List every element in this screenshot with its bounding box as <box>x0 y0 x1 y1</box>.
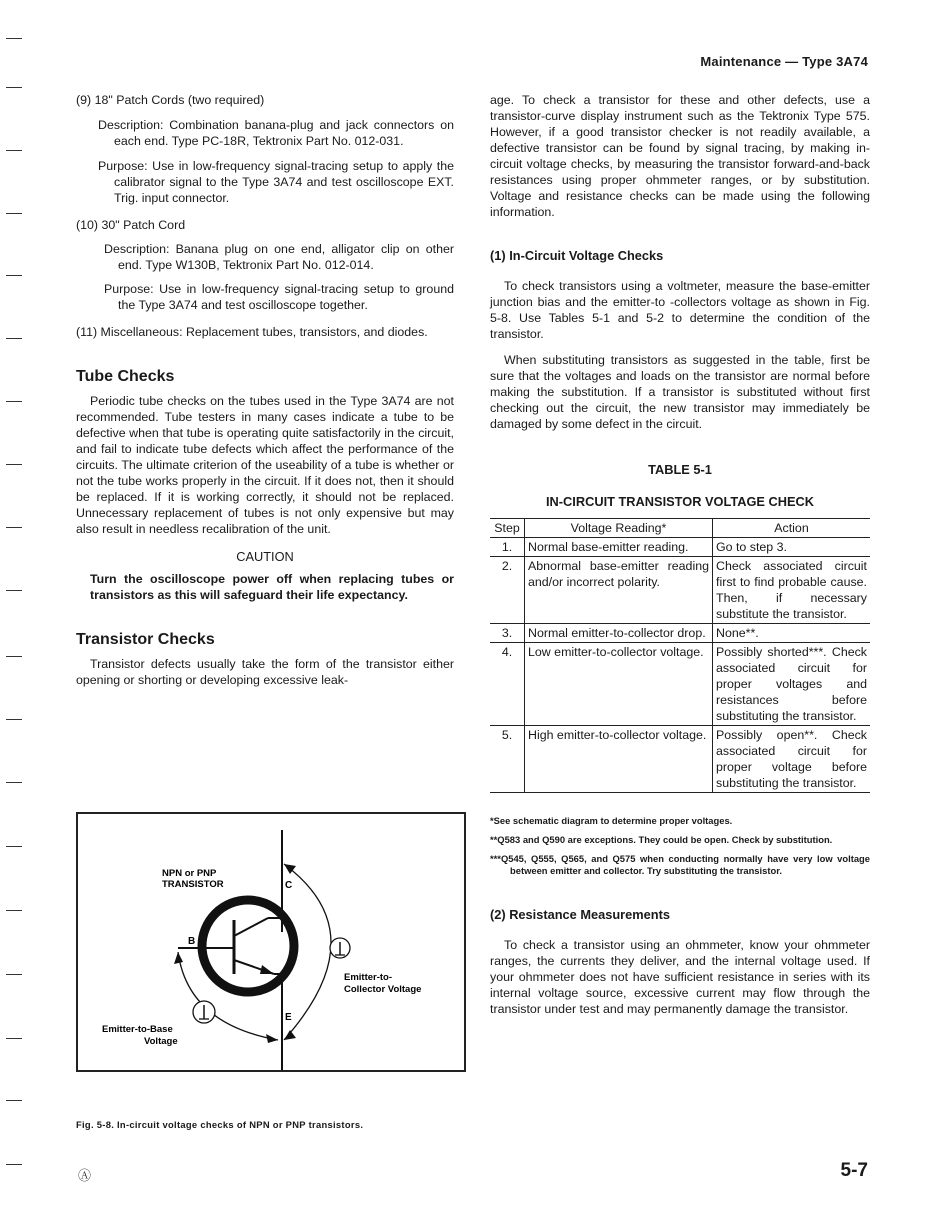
table-footnotes <box>490 815 870 877</box>
item-10 <box>76 217 454 313</box>
binder-mark <box>6 719 22 720</box>
row-action: None**. <box>713 624 871 643</box>
right-paragraph-3: When substituting transistors as suggested in the table, first be sure that the voltages and loads on the transistor are normal before making the substitution. If a transistor is substituted without first checking out the circuit, the new transistor may immediately be damaged by some defect in the circuit. <box>490 353 870 431</box>
header-action: Action <box>713 519 871 538</box>
table-row <box>490 557 870 624</box>
binder-mark <box>6 910 22 911</box>
binder-mark <box>6 1164 22 1165</box>
row-voltage: Low emitter-to-collector voltage. <box>525 643 713 726</box>
right-column <box>490 92 870 1017</box>
table-header-row <box>490 519 870 538</box>
binder-mark <box>6 782 22 783</box>
item-10-description: Description: Banana plug on one end, alligator clip on other end. Type W130B, Tektronix Part No. 012-014. <box>104 242 454 272</box>
row-action: Possibly open**. Check associated circuit for proper voltage before substituting the transistor. <box>713 726 871 793</box>
binder-mark <box>6 87 22 88</box>
binder-mark <box>6 974 22 975</box>
emitter-arrow <box>260 965 274 974</box>
row-voltage: Normal emitter-to-collector drop. <box>525 624 713 643</box>
binder-mark <box>6 1038 22 1039</box>
row-action: Check associated circuit first to find probable cause. Then, if necessary substitute the transistor. <box>713 557 871 624</box>
table-title: TABLE 5-1 <box>648 462 712 477</box>
table-row <box>490 538 870 557</box>
row-action: Possibly shorted***. Check associated circuit for proper voltages and resistances before substituting the transistor. <box>713 643 871 726</box>
item-9-title: (9) 18" Patch Cords (two required) <box>76 93 265 107</box>
tube-checks-heading: Tube Checks <box>76 368 175 385</box>
table-row <box>490 624 870 643</box>
eb-voltage-arc <box>178 952 278 1040</box>
footnote-3: ***Q545, Q555, Q565, and Q575 when conducting normally have very low voltage between emitter and collector. Try substituting the transistor. <box>490 853 870 876</box>
item-9-description: Description: Combination banana-plug and jack connectors on each end. Type PC-18R, Tektronix Part No. 012-031. <box>98 118 454 148</box>
binder-mark <box>6 527 22 528</box>
binder-mark <box>6 846 22 847</box>
item-9 <box>76 92 454 206</box>
binder-mark <box>6 150 22 151</box>
transistor-symbol <box>202 900 294 992</box>
page-number: 5-7 <box>840 1160 868 1181</box>
row-voltage: Normal base-emitter reading. <box>525 538 713 557</box>
footnote-2: **Q583 and Q590 are exceptions. They could be open. Check by substitution. <box>490 834 833 845</box>
binder-mark <box>6 275 22 276</box>
collector-junction <box>234 918 268 936</box>
resistance-heading: (2) Resistance Measurements <box>490 907 670 922</box>
header-voltage: Voltage Reading* <box>525 519 713 538</box>
item-10-purpose: Purpose: Use in low-frequency signal-tracing setup to ground the Type 3A74 and test oscilloscope together. <box>104 282 454 312</box>
row-step: 1. <box>490 538 525 557</box>
binder-mark <box>6 656 22 657</box>
c-terminal-label: C <box>285 880 293 891</box>
item-9-purpose: Purpose: Use in low-frequency signal-tracing setup to apply the calibrator signal to the Type 3A74 and test oscilloscope EXT. Trig. input connector. <box>98 159 454 205</box>
row-step: 5. <box>490 726 525 793</box>
right-paragraph-2: To check transistors using a voltmeter, measure the base-emitter junction bias and the emitter-to -collectors voltage as shown in Fig. 5-8. Use Tables 5-1 and 5-2 to determine the condition of the transistor. <box>490 279 870 341</box>
row-step: 3. <box>490 624 525 643</box>
transistor-checks-paragraph: Transistor defects usually take the form of the transistor either opening or shorting or developing excessive leak- <box>76 657 454 687</box>
eb-voltage-label-line1: Emitter-to-Base <box>102 1024 173 1035</box>
binder-mark <box>6 1100 22 1101</box>
tektronix-logo-icon: Ⓐ <box>78 1168 92 1183</box>
transistor-checks-heading: Transistor Checks <box>76 631 215 648</box>
right-paragraph-4: To check a transistor using an ohmmeter, know your ohmmeter ranges, the currents they deliver, and the internal voltage used. If your ohmmeter does not have sufficient resistance in series with its internal voltage source, excessive current may flow through the transistor under test and may permanently damage the transistor. <box>490 938 870 1016</box>
voltage-check-table <box>490 518 870 793</box>
b-terminal-label: B <box>188 936 196 947</box>
ec-arrow-bottom <box>284 1030 296 1040</box>
right-paragraph-1: age. To check a transistor for these and other defects, use a transistor-curve display instrument such as the Tektronix Type 575. However, if a good transistor checker is not readily available, a defective transistor can be found by signal tracing, by making in-circuit voltage checks, by measuring the transistor forward-and-back resistances using proper ohmmeter ranges, or by substitution. Voltage and resistance checks can be made using the following information. <box>490 93 870 219</box>
item-10-title: (10) 30" Patch Cord <box>76 218 186 232</box>
table-row <box>490 643 870 726</box>
caution-title: CAUTION <box>236 549 294 564</box>
caution-text: Turn the oscilloscope power off when replacing tubes or transistors as this will safeguard their life expectancy. <box>90 572 454 602</box>
ec-voltage-label-line1: Emitter-to- <box>344 972 393 983</box>
binder-mark <box>6 38 22 39</box>
e-terminal-label: E <box>285 1012 292 1023</box>
running-header: Maintenance — Type 3A74 <box>700 54 868 69</box>
eb-arrow-bottom <box>266 1034 278 1043</box>
in-circuit-heading: (1) In-Circuit Voltage Checks <box>490 248 664 263</box>
left-column <box>76 92 454 688</box>
binder-mark <box>6 590 22 591</box>
binder-mark <box>6 213 22 214</box>
row-voltage: Abnormal base-emitter reading and/or incorrect polarity. <box>525 557 713 624</box>
npn-label-line1: NPN or PNP <box>162 868 217 879</box>
row-step: 4. <box>490 643 525 726</box>
binder-mark <box>6 338 22 339</box>
ec-voltage-label-line2: Collector Voltage <box>344 984 422 995</box>
row-action: Go to step 3. <box>713 538 871 557</box>
figure-caption: Fig. 5-8. In-circuit voltage checks of NPN or PNP transistors. <box>76 1119 364 1130</box>
eb-arrow-top <box>174 952 183 964</box>
tube-checks-paragraph: Periodic tube checks on the tubes used in the Type 3A74 are not recommended. Tube testers in many cases indicate a tube to be defective when that tube is operating quite satisfactorily in the circuit, and fail to indicate tube defects which affect the performance of the circuits. The ultimate criterion of the useability of a tube is whether or not the tube works properly in the circuit. If it does not, then it should be replaced. If it is working correctly, it should not be replaced. Unnecessary replacement of tubes is not only expensive but may also result in needless recalibration of the unit. <box>76 394 454 536</box>
table-row <box>490 726 870 793</box>
row-step: 2. <box>490 557 525 624</box>
row-voltage: High emitter-to-collector voltage. <box>525 726 713 793</box>
figure-5-8 <box>76 812 466 1072</box>
binder-mark <box>6 464 22 465</box>
npn-label-line2: TRANSISTOR <box>162 879 224 890</box>
item-11: (11) Miscellaneous: Replacement tubes, transistors, and diodes. <box>76 325 428 339</box>
transistor-diagram <box>78 814 464 1070</box>
binder-mark <box>6 401 22 402</box>
eb-voltage-label-line2: Voltage <box>144 1036 178 1047</box>
header-step: Step <box>490 519 525 538</box>
footnote-1: *See schematic diagram to determine proper voltages. <box>490 815 733 826</box>
table-subtitle: IN-CIRCUIT TRANSISTOR VOLTAGE CHECK <box>545 494 815 509</box>
